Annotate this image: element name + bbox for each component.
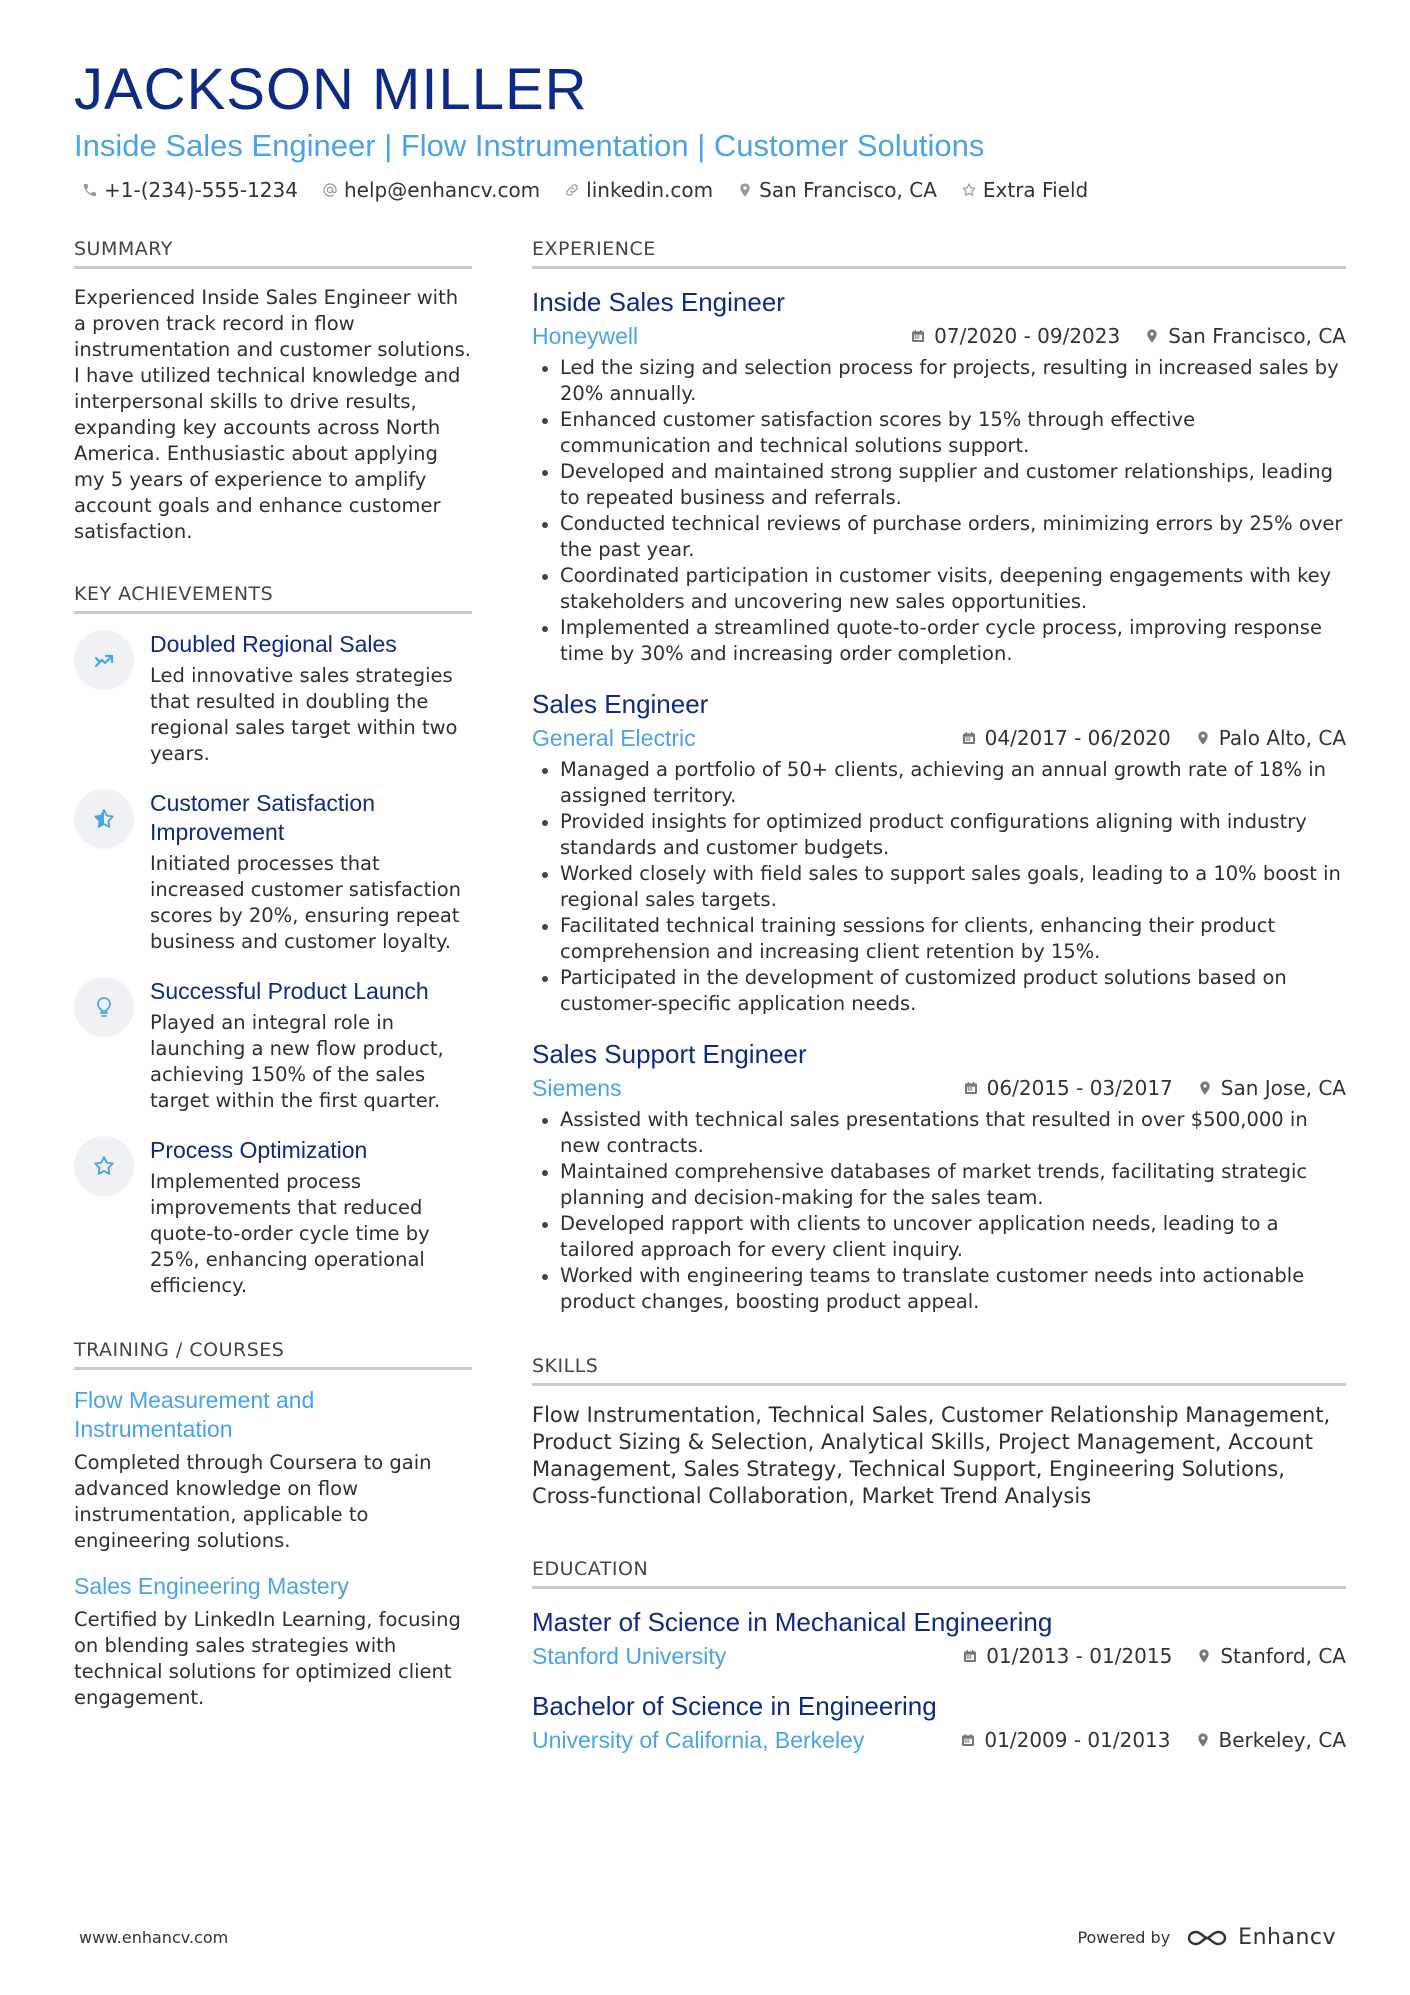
resume-page [74,57,1346,1753]
achievement-desc: Played an integral role in launching a new flow product, achieving 150% of the sales target within the first quarter. [150,1011,444,1112]
job-title: Sales Engineer [532,689,709,719]
bullet-item: Conducted technical reviews of purchase orders, minimizing errors by 25% over the past year. [532,511,1346,563]
job-dates [961,726,1171,750]
contact-phone[interactable] [82,178,298,202]
training-heading: TRAINING / COURSES [74,1339,472,1370]
achievement-content [150,1136,472,1299]
location-pin-icon [1197,1080,1213,1096]
achievement-content [150,789,472,955]
location-pin-icon [1144,328,1160,344]
job-bullets [532,1107,1346,1315]
location-text: Stanford, CA [1220,1644,1346,1668]
job-meta-right [963,1076,1346,1100]
phone-text: +1-(234)-555-1234 [104,178,298,202]
powered-by-label: Powered by [1077,1928,1171,1947]
achievement-content [150,977,472,1114]
bullet-item: Worked closely with field sales to support sales goals, leading to a 10% boost in regional sales targets. [532,861,1346,913]
school-name: University of California, Berkeley [532,1727,865,1753]
bullet-item: Provided insights for optimized product configurations aligning with industry standards and customer budgets. [532,809,1346,861]
location-text: San Francisco, CA [759,178,937,202]
course-desc: Certified by LinkedIn Learning, focusing on blending sales strategies with technical solutions for optimized client engagement. [74,1608,461,1709]
bullet-item: Worked with engineering teams to translate customer needs into actionable product changes, boosting product appeal. [532,1263,1346,1315]
calendar-icon [962,1648,978,1664]
achievement-item [74,977,472,1114]
linkedin-text: linkedin.com [586,178,714,202]
dates-text: 06/2015 - 03/2017 [986,1076,1173,1100]
education-dates [962,1644,1172,1668]
job-title: Sales Support Engineer [532,1039,807,1069]
resume-columns [74,238,1346,1773]
trend-arrow-icon [92,648,116,672]
job-meta-right [910,324,1346,348]
job-entry [532,285,1346,667]
location-pin-icon [1195,1732,1211,1748]
skills-heading: SKILLS [532,1355,1346,1386]
course-item [74,1386,472,1554]
company-name: General Electric [532,725,696,751]
education-meta-right [960,1728,1346,1752]
achievement-desc: Led innovative sales strategies that resulted in doubling the regional sales target within two years. [150,664,458,765]
achievement-icon-circle [74,789,134,849]
bullet-item: Led the sizing and selection process for projects, resulting in increased sales by 20% annually. [532,355,1346,407]
email-text: help@enhancv.com [343,178,541,202]
lightbulb-icon [92,995,116,1019]
achievement-desc: Initiated processes that increased customer satisfaction scores by 20%, ensuring repeat business and customer loyalty. [150,852,462,953]
star-icon [92,1154,116,1178]
achievements-heading: KEY ACHIEVEMENTS [74,583,472,614]
bullet-item: Facilitated technical training sessions for clients, enhancing their product comprehension and increasing client retention by 15%. [532,913,1346,965]
job-location [1197,1076,1346,1100]
location-text: San Jose, CA [1220,1076,1346,1100]
job-entry [532,687,1346,1017]
dates-text: 04/2017 - 06/2020 [984,726,1171,750]
bullet-item: Coordinated participation in customer visits, deepening engagements with key stakeholders and uncovering new sales opportunities. [532,563,1346,615]
education-dates [960,1728,1170,1752]
education-location [1195,1728,1346,1752]
location-text: Berkeley, CA [1218,1728,1346,1752]
job-meta [532,1073,1346,1103]
extra-text: Extra Field [982,178,1089,202]
brand-name: Enhancv [1238,1925,1336,1950]
contact-email[interactable] [322,178,540,202]
contact-linkedin[interactable] [564,178,713,202]
location-pin-icon [1195,730,1211,746]
contact-extra [961,178,1088,202]
bullet-item: Enhanced customer satisfaction scores by 15% through effective communication and technical solutions support. [532,407,1346,459]
achievement-icon-circle [74,1136,134,1196]
achievement-item [74,630,472,767]
contact-location [737,178,937,202]
star-half-icon [92,807,116,831]
job-location [1195,726,1346,750]
job-title: Inside Sales Engineer [532,287,785,317]
achievement-title: Customer Satisfaction Improvement [150,790,375,845]
job-dates [963,1076,1173,1100]
calendar-icon [960,1732,976,1748]
job-meta [532,321,1346,351]
bullet-item: Maintained comprehensive databases of market trends, facilitating strategic planning and decision-making for the sales team. [532,1159,1346,1211]
bullet-item: Developed and maintained strong supplier and customer relationships, leading to repeated business and referrals. [532,459,1346,511]
powered-by [1077,1925,1336,1950]
job-bullets [532,355,1346,667]
job-location [1144,324,1346,348]
achievement-title: Doubled Regional Sales [150,631,397,657]
job-meta [532,723,1346,753]
job-entry [532,1037,1346,1315]
experience-heading: EXPERIENCE [532,238,1346,269]
candidate-name: JACKSON MILLER [74,57,588,122]
achievement-icon-circle [74,630,134,690]
company-name: Siemens [532,1075,622,1101]
school-name: Stanford University [532,1643,727,1669]
infinity-logo-icon [1184,1926,1230,1950]
star-outline-icon [961,182,977,198]
company-name: Honeywell [532,323,639,349]
job-dates [910,324,1120,348]
brand-logo[interactable] [1184,1925,1336,1950]
course-item [74,1572,472,1711]
degree-title: Bachelor of Science in Engineering [532,1691,937,1721]
education-entry [532,1605,1346,1671]
calendar-icon [910,328,926,344]
calendar-icon [963,1080,979,1096]
location-pin-icon [1196,1648,1212,1664]
summary-heading: SUMMARY [74,238,472,269]
footer-website[interactable]: www.enhancv.com [79,1928,229,1947]
education-meta-right [962,1644,1346,1668]
headline: Inside Sales Engineer | Flow Instrumentation | Customer Solutions [74,128,985,163]
education-heading: EDUCATION [532,1558,1346,1589]
job-bullets [532,757,1346,1017]
course-desc: Completed through Coursera to gain advanced knowledge on flow instrumentation, applicable to engineering solutions. [74,1451,432,1552]
right-column [532,238,1346,1773]
location-pin-icon [737,182,753,198]
education-meta [532,1725,1346,1755]
page-footer [79,1925,1336,1950]
achievement-title: Successful Product Launch [150,978,429,1004]
achievement-content [150,630,472,767]
education-meta [532,1641,1346,1671]
course-title: Flow Measurement and Instrumentation [74,1387,315,1442]
bullet-item: Managed a portfolio of 50+ clients, achieving an annual growth rate of 18% in assigned territory. [532,757,1346,809]
left-column [74,238,472,1773]
achievement-item [74,1136,472,1299]
education-location [1196,1644,1346,1668]
degree-title: Master of Science in Mechanical Engineering [532,1607,1053,1637]
bullet-item: Participated in the development of customized product solutions based on customer-specific application needs. [532,965,1346,1017]
achievement-icon-circle [74,977,134,1037]
achievement-desc: Implemented process improvements that reduced quote-to-order cycle time by 25%, enhancing operational efficiency. [150,1170,430,1297]
dates-text: 01/2009 - 01/2013 [984,1728,1171,1752]
job-meta-right [961,726,1346,750]
dates-text: 01/2013 - 01/2015 [986,1644,1173,1668]
achievement-item [74,789,472,955]
bullet-item: Assisted with technical sales presentations that resulted in over $500,000 in new contracts. [532,1107,1346,1159]
bullet-item: Developed rapport with clients to uncover application needs, leading to a tailored approach for every client inquiry. [532,1211,1346,1263]
course-title: Sales Engineering Mastery [74,1573,349,1599]
dates-text: 07/2020 - 09/2023 [934,324,1121,348]
calendar-icon [961,730,977,746]
location-text: Palo Alto, CA [1218,726,1346,750]
achievement-title: Process Optimization [150,1137,368,1163]
link-icon [564,182,580,198]
contact-bar [74,178,1346,202]
summary-text: Experienced Inside Sales Engineer with a proven track record in flow instrumentation and customer solutions. I have utilized technical knowledge and interpersonal skills to drive results, expanding key accounts across North America. Enthusiastic about applying my 5 years of experience to amplify account goals and enhance customer satisfaction. [74,286,471,543]
skills-text: Flow Instrumentation, Technical Sales, Customer Relationship Management, Product Sizing & Selection, Analytical Skills, Project Management, Account Management, Sales Strategy, Technical Support, Engineering Solutions, Cross-functional Collaboration, Market Trend Analysis [532,1403,1331,1508]
phone-icon [82,182,98,198]
location-text: San Francisco, CA [1168,324,1346,348]
bullet-item: Implemented a streamlined quote-to-order cycle process, improving response time by 30% and increasing order completion. [532,615,1346,667]
education-entry [532,1689,1346,1755]
at-icon [322,182,338,198]
